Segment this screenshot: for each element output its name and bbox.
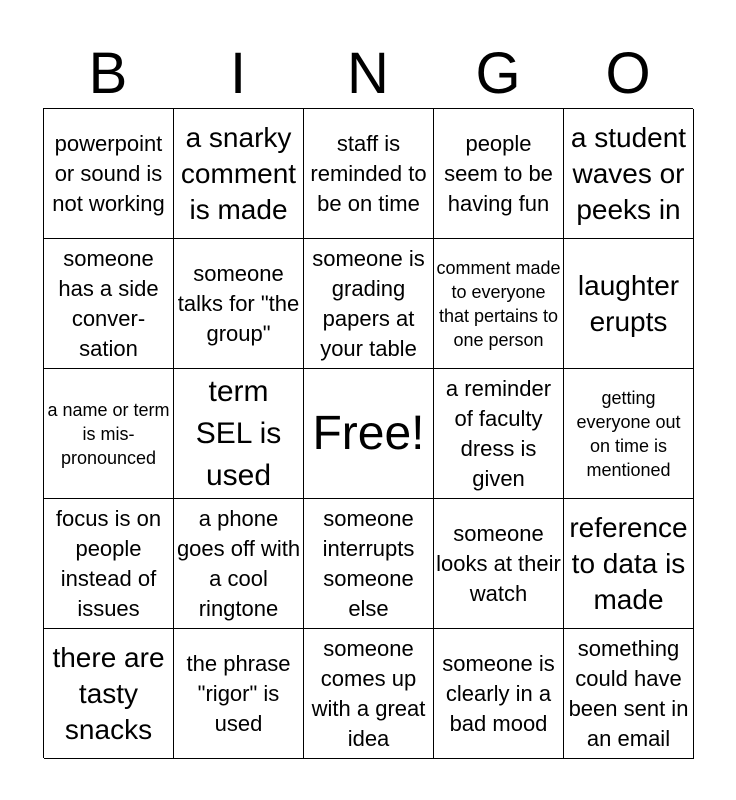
bingo-cell[interactable] — [44, 369, 174, 499]
header-letter-b: B — [88, 41, 128, 106]
bingo-cell[interactable] — [304, 629, 434, 759]
bingo-cell[interactable] — [44, 239, 174, 369]
cell-text: a name or term is mis-pronounced — [47, 399, 170, 468]
cell-text: term SEL is used — [195, 374, 282, 492]
bingo-cell[interactable] — [44, 499, 174, 629]
cell-text: someone talks for "the group" — [177, 260, 300, 346]
bingo-grid — [43, 108, 693, 758]
bingo-cell[interactable] — [174, 629, 304, 759]
free-space-cell[interactable] — [304, 369, 434, 499]
bingo-cell[interactable] — [564, 499, 694, 629]
cell-text: something could have been sent in an email — [568, 635, 689, 751]
bingo-cell[interactable] — [564, 369, 694, 499]
bingo-header — [43, 40, 693, 108]
cell-text: someone comes up with a great idea — [311, 635, 426, 751]
bingo-cell[interactable] — [564, 629, 694, 759]
bingo-cell[interactable] — [174, 499, 304, 629]
bingo-cell[interactable] — [44, 109, 174, 239]
cell-text: someone interrupts someone else — [322, 505, 415, 621]
cell-text: people seem to be having fun — [444, 130, 553, 216]
bingo-cell[interactable] — [434, 109, 564, 239]
cell-text: a reminder of faculty dress is given — [445, 375, 552, 491]
bingo-cell[interactable] — [434, 369, 564, 499]
bingo-cell[interactable] — [304, 109, 434, 239]
bingo-cell[interactable] — [434, 239, 564, 369]
cell-text: focus is on people instead of issues — [55, 505, 162, 621]
header-letter-o: O — [605, 41, 651, 106]
header-letter-i: I — [229, 41, 247, 106]
cell-text: a phone goes off with a cool ringtone — [176, 505, 301, 621]
bingo-cell[interactable] — [434, 629, 564, 759]
cell-text: someone is grading papers at your table — [312, 245, 425, 361]
bingo-cell[interactable] — [304, 499, 434, 629]
cell-text: getting everyone out on time is mentioned — [576, 387, 681, 480]
cell-text: someone is clearly in a bad mood — [442, 650, 555, 736]
bingo-cell[interactable] — [174, 109, 304, 239]
bingo-cell[interactable] — [44, 629, 174, 759]
cell-text: reference to data is made — [569, 511, 688, 615]
cell-text: the phrase "rigor" is used — [186, 650, 291, 736]
cell-text: laughter erupts — [577, 269, 680, 337]
bingo-cell[interactable] — [174, 369, 304, 499]
header-letter-n: N — [347, 41, 389, 106]
cell-text: staff is reminded to be on time — [310, 130, 427, 216]
cell-text: a student waves or peeks in — [570, 121, 687, 225]
cell-text: someone looks at their watch — [436, 520, 561, 606]
cell-text: someone has a side conver-sation — [58, 245, 159, 361]
cell-text: powerpoint or sound is not working — [52, 130, 165, 216]
free-space-text: Free! — [312, 406, 425, 460]
cell-text: comment made to everyone that pertains to one person — [436, 257, 561, 350]
bingo-cell[interactable] — [304, 239, 434, 369]
header-letter-g: G — [475, 41, 521, 106]
bingo-cell[interactable] — [564, 239, 694, 369]
cell-text: a snarky comment is made — [180, 121, 297, 225]
bingo-cell[interactable] — [564, 109, 694, 239]
bingo-cell[interactable] — [174, 239, 304, 369]
cell-text: there are tasty snacks — [52, 641, 165, 745]
bingo-cell[interactable] — [434, 499, 564, 629]
